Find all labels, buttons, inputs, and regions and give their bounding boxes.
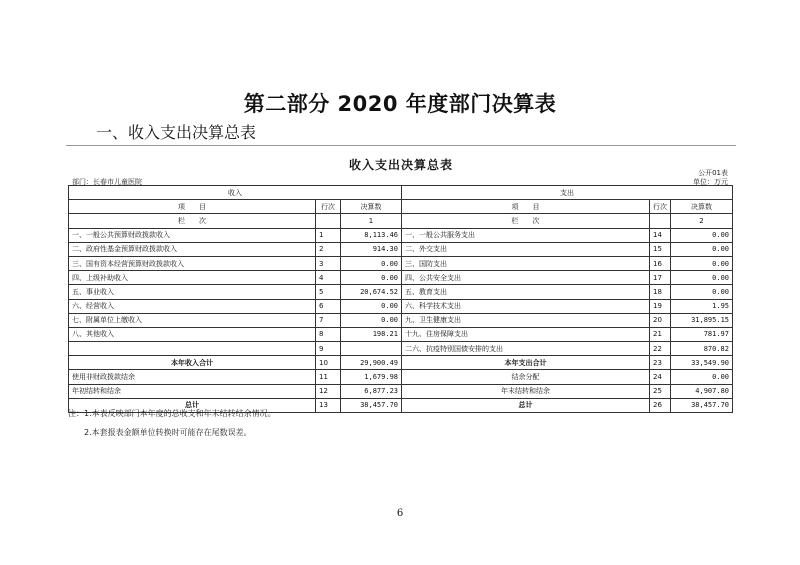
table-row xyxy=(69,242,733,256)
income-row-no: 7 xyxy=(316,313,341,327)
expense-item: 一、一般公共服务支出 xyxy=(402,228,650,242)
expense-amount: 870.82 xyxy=(671,342,733,356)
income-row-header: 行次 xyxy=(316,200,341,214)
expense-amount: 781.97 xyxy=(671,327,733,341)
sheet-title: 收入支出决算总表 xyxy=(348,158,453,172)
page-number: 6 xyxy=(396,508,404,519)
balance-row xyxy=(69,384,733,398)
income-row-no: 10 xyxy=(316,356,341,370)
summary-table xyxy=(68,185,733,413)
expense-amount: 31,895.15 xyxy=(671,313,733,327)
income-amount: 0.00 xyxy=(341,299,402,313)
income-row-no: 1 xyxy=(316,228,341,242)
expense-row-no: 20 xyxy=(650,313,671,327)
income-row-no: 5 xyxy=(316,285,341,299)
income-total-amount: 29,900.49 xyxy=(341,356,402,370)
income-item: 二、政府性基金预算财政拨款收入 xyxy=(69,242,316,256)
expense-total-amount: 33,549.90 xyxy=(671,356,733,370)
form-number: 公开01表 xyxy=(698,169,728,177)
income-item: 七、附属单位上缴收入 xyxy=(69,313,316,327)
expense-row-no: 17 xyxy=(650,271,671,285)
expense-row-no: 15 xyxy=(650,242,671,256)
expense-total-label: 本年支出合计 xyxy=(402,356,650,370)
expense-row-no: 21 xyxy=(650,327,671,341)
expense-group-header: 支出 xyxy=(402,186,733,200)
expense-row-no: 24 xyxy=(650,370,671,384)
expense-amount: 0.00 xyxy=(671,228,733,242)
note-1: 注：1.本表反映部门本年度的总收支和年末结转结余情况。 xyxy=(68,409,276,418)
expense-row-no: 22 xyxy=(650,342,671,356)
table-row xyxy=(69,327,733,341)
income-grand-total-label: 总计 xyxy=(69,398,316,412)
expense-row-no: 16 xyxy=(650,256,671,270)
table-row xyxy=(69,228,733,242)
income-item: 使用非财政拨款结余 xyxy=(69,370,316,384)
table-column-header xyxy=(69,200,733,214)
expense-item: 年末结转和结余 xyxy=(402,384,650,398)
table-row xyxy=(69,271,733,285)
expense-item: 六、科学技术支出 xyxy=(402,299,650,313)
expense-row-no: 19 xyxy=(650,299,671,313)
table-column-number-row xyxy=(69,214,733,228)
income-item-header: 项 目 xyxy=(69,200,316,214)
empty-cell xyxy=(650,214,671,228)
income-grand-total-amount: 38,457.70 xyxy=(341,398,402,412)
table-row xyxy=(69,256,733,270)
income-amount-header: 决算数 xyxy=(341,200,402,214)
expense-row-no: 25 xyxy=(650,384,671,398)
income-row-no: 13 xyxy=(316,398,341,412)
income-item xyxy=(69,342,316,356)
income-item: 八、其他收入 xyxy=(69,327,316,341)
balance-row xyxy=(69,370,733,384)
expense-item: 九、卫生健康支出 xyxy=(402,313,650,327)
department-label: 部门：长春市儿童医院 xyxy=(72,178,142,186)
expense-amount-header: 决算数 xyxy=(671,200,733,214)
expense-grand-total-label: 总计 xyxy=(402,398,650,412)
expense-row-no: 14 xyxy=(650,228,671,242)
unit-label: 单位：万元 xyxy=(693,178,728,186)
report-sheet xyxy=(66,145,736,441)
income-amount: 0.00 xyxy=(341,313,402,327)
table-notes xyxy=(68,404,276,442)
expense-row-no: 18 xyxy=(650,285,671,299)
income-item: 年初结转和结余 xyxy=(69,384,316,398)
expense-item: 二、外交支出 xyxy=(402,242,650,256)
income-item: 四、上级补助收入 xyxy=(69,271,316,285)
income-label-row: 栏 次 xyxy=(69,214,316,228)
expense-row-no: 23 xyxy=(650,356,671,370)
expense-amount: 0.00 xyxy=(671,242,733,256)
expense-item: 五、教育支出 xyxy=(402,285,650,299)
income-row-no: 11 xyxy=(316,370,341,384)
income-item: 六、经营收入 xyxy=(69,299,316,313)
table-group-header xyxy=(69,186,733,200)
income-amount: 914.30 xyxy=(341,242,402,256)
income-amount: 0.00 xyxy=(341,256,402,270)
income-row-no: 3 xyxy=(316,256,341,270)
expense-amount: 0.00 xyxy=(671,285,733,299)
table-row xyxy=(69,313,733,327)
income-row-no: 8 xyxy=(316,327,341,341)
expense-item: 三、国防支出 xyxy=(402,256,650,270)
expense-col-number: 2 xyxy=(671,214,733,228)
income-amount: 1,679.98 xyxy=(341,370,402,384)
income-amount: 0.00 xyxy=(341,271,402,285)
expense-item-header: 项 目 xyxy=(402,200,650,214)
expense-item: 十九、住房保障支出 xyxy=(402,327,650,341)
income-item: 一、一般公共预算财政拨款收入 xyxy=(69,228,316,242)
table-row xyxy=(69,299,733,313)
income-group-header: 收入 xyxy=(69,186,402,200)
expense-amount: 4,907.80 xyxy=(671,384,733,398)
income-amount xyxy=(341,342,402,356)
part-title: 第二部分 2020 年度部门决算表 xyxy=(243,92,557,116)
income-row-no: 9 xyxy=(316,342,341,356)
expense-label-row: 栏 次 xyxy=(402,214,650,228)
income-item: 五、事业收入 xyxy=(69,285,316,299)
income-amount: 8,113.46 xyxy=(341,228,402,242)
expense-amount: 0.00 xyxy=(671,256,733,270)
expense-grand-total-amount: 38,457.70 xyxy=(671,398,733,412)
income-item: 三、国有资本经营预算财政拨款收入 xyxy=(69,256,316,270)
income-row-no: 6 xyxy=(316,299,341,313)
table-row xyxy=(69,342,733,356)
expense-amount: 1.95 xyxy=(671,299,733,313)
section-title: 一、收入支出决算总表 xyxy=(96,123,257,142)
total-year-row xyxy=(69,356,733,370)
income-col-number: 1 xyxy=(341,214,402,228)
expense-item: 二六、抗疫特别国债安排的支出 xyxy=(402,342,650,356)
income-row-no: 12 xyxy=(316,384,341,398)
expense-amount: 0.00 xyxy=(671,271,733,285)
expense-amount: 0.00 xyxy=(671,370,733,384)
income-amount: 198.21 xyxy=(341,327,402,341)
income-amount: 6,877.23 xyxy=(341,384,402,398)
expense-item: 四、公共安全支出 xyxy=(402,271,650,285)
expense-item: 结余分配 xyxy=(402,370,650,384)
income-row-no: 4 xyxy=(316,271,341,285)
note-2: 2.本套报表金额单位转换时可能存在尾数误差。 xyxy=(68,428,252,437)
expense-row-no: 26 xyxy=(650,398,671,412)
income-row-no: 2 xyxy=(316,242,341,256)
expense-row-header: 行次 xyxy=(650,200,671,214)
table-row xyxy=(69,285,733,299)
income-total-label: 本年收入合计 xyxy=(69,356,316,370)
income-amount: 20,674.52 xyxy=(341,285,402,299)
empty-cell xyxy=(316,214,341,228)
